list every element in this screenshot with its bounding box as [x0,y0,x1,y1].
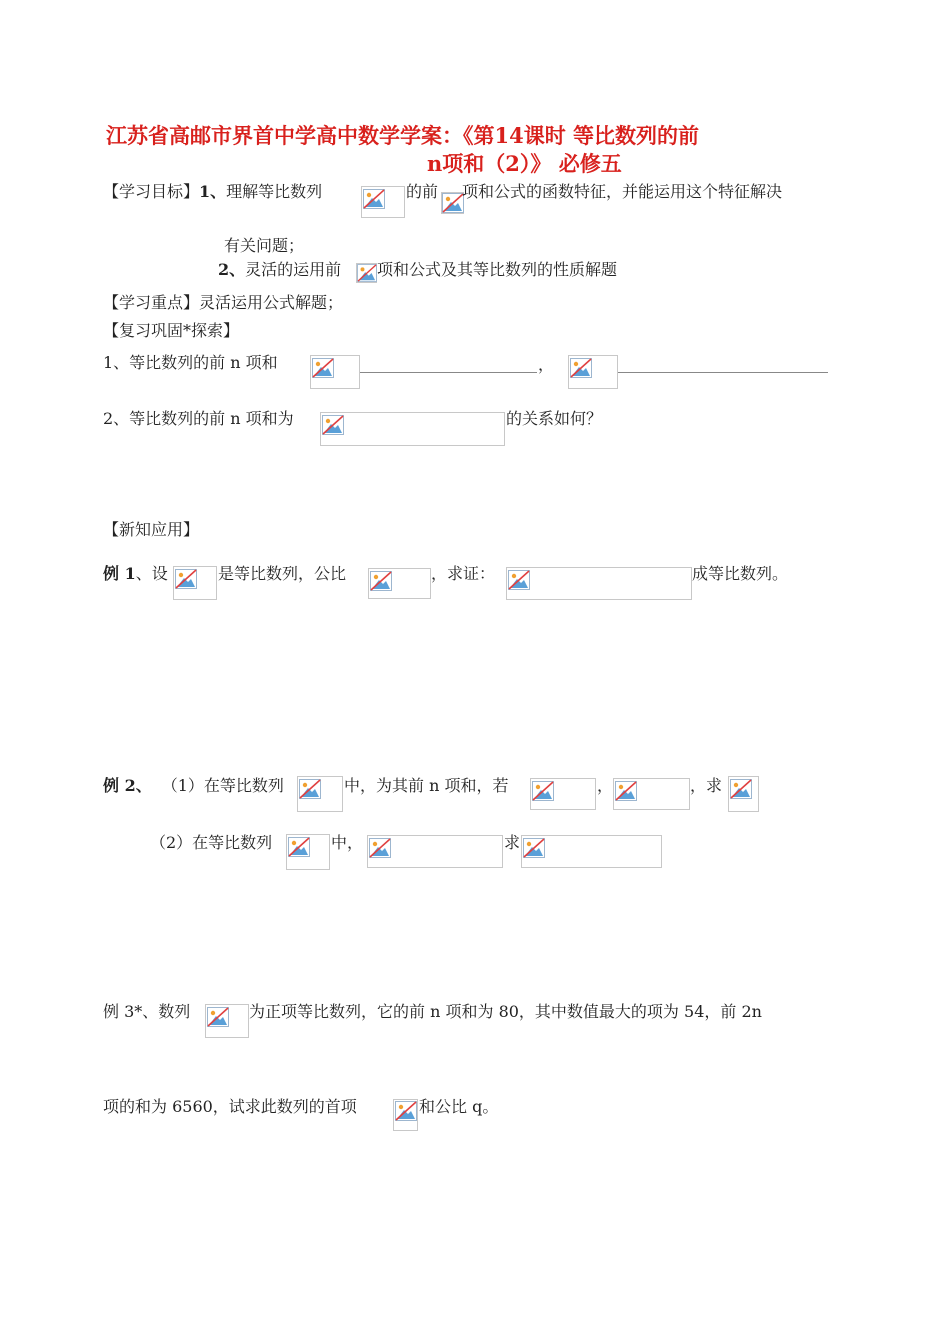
review-question-1: 1、等比数列的前 n 项和 [103,353,278,372]
example-2-part-1-text-b: 中，为其前 n 项和，若 [344,776,509,795]
objectives-line-1 [103,182,322,202]
key-point-label: 【学习重点】 [103,293,200,312]
key-point-text: 灵活运用公式解题； [199,293,344,312]
objective-2-number: 2、 [218,260,246,279]
broken-image-icon [523,838,545,858]
objective-1-text-d: 有关问题； [224,236,305,255]
example-2-label: 例 2 [103,776,136,795]
objective-1-text-a: 理解等比数列 [226,182,323,201]
formula-image [530,778,596,810]
review-question-2-b: 的关系如何？ [506,409,603,428]
example-2-part-1-text-a: （1）在等比数列 [161,776,284,795]
example-1-text-a: 、设 [135,564,168,583]
example-2-part-2-text-a: （2）在等比数列 [150,833,273,852]
formula-image [728,776,759,812]
formula-image [356,263,377,283]
broken-image-icon [730,779,752,799]
formula-image [297,776,343,812]
review-question-2-a: 2、等比数列的前 n 项和为 [103,409,294,428]
example-1-line [103,564,168,584]
formula-image [173,566,217,600]
broken-image-icon [508,570,530,590]
broken-image-icon [442,193,464,213]
example-2-part-2-text-b: 中， [331,833,364,852]
example-2-separator: 、 [135,776,152,795]
example-2-part-1-text-c: ， [597,776,614,795]
review-question-1-comma: ， [538,355,555,374]
formula-image [393,1099,418,1131]
example-2-part-2-text-c: 求 [504,833,521,852]
broken-image-icon [570,358,592,378]
review-label: 【复习巩固*探索】 [103,321,240,340]
example-1-text-b: 是等比数列，公比 [218,564,347,583]
objective-1-number: 1、 [199,182,227,201]
formula-image [613,778,690,810]
broken-image-icon [615,781,637,801]
broken-image-icon [357,264,377,282]
formula-image [286,834,330,870]
objective-1-text-c: 项和公式的函数特征，并能运用这个特征解决 [462,182,783,201]
formula-image [521,835,662,868]
broken-image-icon [532,781,554,801]
formula-image [205,1004,249,1038]
broken-image-icon [175,569,197,589]
broken-image-icon [395,1101,417,1121]
broken-image-icon [299,779,321,799]
objectives-label: 【学习目标】 [103,182,200,201]
formula-image [367,835,503,868]
formula-image [310,355,360,389]
formula-image [320,412,505,446]
objective-2-text-b: 项和公式及其等比数列的性质解题 [377,260,618,279]
example-1-text-c: ，求证： [431,564,496,583]
formula-image [568,355,618,389]
answer-blank-line [618,372,828,373]
document-title-line-1: 江苏省高邮市界首中学高中数学学案：《第14课时 等比数列的前 [106,123,700,148]
example-1-text-d: 成等比数列。 [692,564,789,583]
example-3-text-b: 为正项等比数列，它的前 n 项和为 80，其中数值最大的项为 54，前 2n [249,1002,762,1021]
formula-image [361,186,405,218]
broken-image-icon [207,1007,229,1027]
formula-image [506,567,692,600]
document-title-line-2: n项和（2）》 必修五 [427,151,622,176]
broken-image-icon [288,837,310,857]
formula-image [441,192,464,214]
broken-image-icon [322,415,344,435]
example-1-label: 例 1 [103,564,136,583]
objective-2-text-a: 灵活的运用前 [245,260,342,279]
objectives-line-2 [218,260,341,280]
objective-1-text-b: 的前 [406,182,439,201]
example-3-text-c: 项的和为 6560，试求此数列的首项 [103,1097,357,1116]
example-2-part-1-text-d: ，求 [690,776,723,795]
example-3-text-d: 和公比 q。 [419,1097,499,1116]
application-label: 【新知应用】 [103,520,200,539]
answer-blank-line [360,372,537,373]
broken-image-icon [363,189,385,209]
broken-image-icon [370,571,392,591]
broken-image-icon [312,358,334,378]
key-point-line [103,293,343,313]
broken-image-icon [369,838,391,858]
example-2-line-1 [103,776,284,796]
example-3-text-a: 例 3*、数列 [103,1002,191,1021]
formula-image [368,568,431,599]
